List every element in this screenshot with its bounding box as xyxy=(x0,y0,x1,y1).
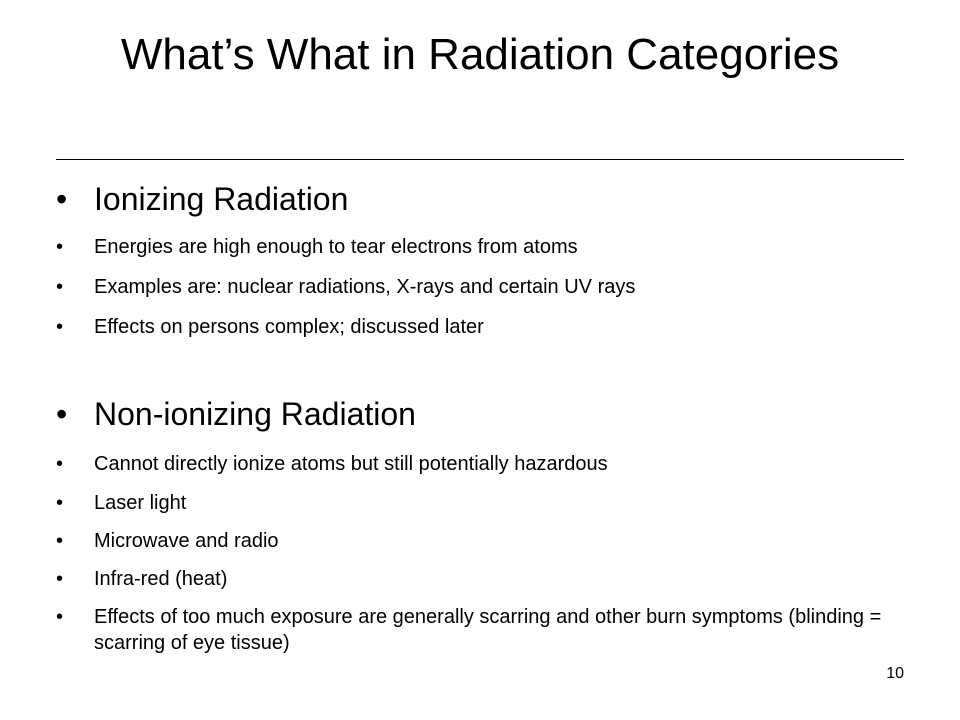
bullet-icon: • xyxy=(56,316,64,338)
bullet-icon: • xyxy=(56,606,64,628)
slide-title: What’s What in Radiation Categories xyxy=(120,30,840,79)
page-number: 10 xyxy=(886,665,904,682)
list-item xyxy=(56,451,906,477)
section-heading-label: Non-ionizing Radiation xyxy=(94,396,416,432)
bullet-icon: • xyxy=(56,492,64,514)
section-heading-ionizing xyxy=(56,180,348,218)
bullet-icon: • xyxy=(56,276,64,298)
list-item-text: Infra-red (heat) xyxy=(94,568,228,590)
section-heading-label: Ionizing Radiation xyxy=(94,181,349,217)
bullet-icon: • xyxy=(56,236,64,258)
bullet-icon: • xyxy=(56,568,64,590)
list-item xyxy=(56,604,906,656)
list-item-text: Cannot directly ionize atoms but still potentially hazardous xyxy=(94,453,608,475)
list-item-text: Laser light xyxy=(94,492,187,514)
list-item xyxy=(56,274,906,300)
list-item xyxy=(56,234,906,260)
list-item-text: Microwave and radio xyxy=(94,530,279,552)
bullet-icon: • xyxy=(56,181,68,217)
list-item-text: Examples are: nuclear radiations, X-rays and certain UV rays xyxy=(94,276,636,298)
list-item-text: Effects on persons complex; discussed later xyxy=(94,316,484,338)
list-item xyxy=(56,490,906,516)
list-item xyxy=(56,314,906,340)
list-item-text: Energies are high enough to tear electrons from atoms xyxy=(94,236,578,258)
list-item-text: Effects of too much exposure are generally scarring and other burn symptoms (blinding = scarring of eye tissue) xyxy=(94,606,882,654)
list-item xyxy=(56,528,906,554)
section-heading-non-ionizing xyxy=(56,395,416,433)
bullet-icon: • xyxy=(56,453,64,475)
bullet-icon: • xyxy=(56,530,64,552)
title-divider xyxy=(56,159,904,160)
bullet-icon: • xyxy=(56,396,68,432)
list-item xyxy=(56,566,906,592)
